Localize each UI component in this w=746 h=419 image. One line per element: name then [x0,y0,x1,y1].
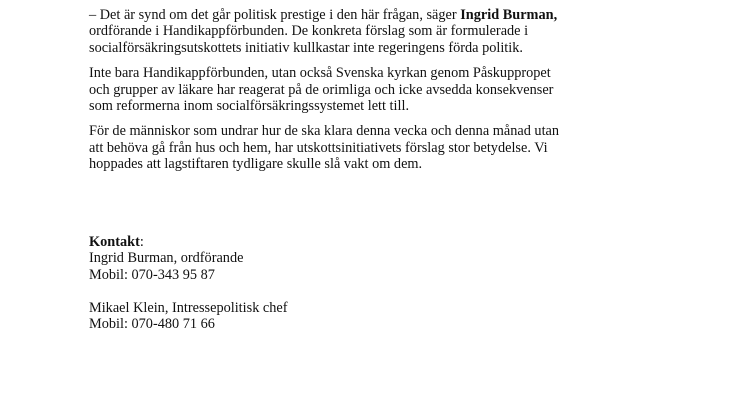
contact-person-2-name: Mikael Klein, Intressepolitisk chef [89,299,288,316]
conclusion-line-1: För de människor som undrar hur de ska klara denna vecka och denna månad utan [89,123,560,140]
contact-heading-label: Kontakt [89,234,140,250]
contact-heading [89,234,288,250]
contact-section [89,234,288,332]
quote-line-3: socialförsäkringsutskottets initiativ kullkastar inte regeringens förda politik. [89,39,523,56]
quote-text: – Det är synd om det går politisk prestige i den här frågan, säger [89,7,461,23]
press-release-body [89,7,689,182]
reactions-line-2: och grupper av läkare har reagerat på de orimliga och icke avsedda konsekvenser [89,81,554,98]
conclusion-paragraph [89,123,689,172]
quote-line-1 [89,7,689,23]
contact-person-1-phone: Mobil: 070-343 95 87 [89,266,215,283]
contact-person-2-phone: Mobil: 070-480 71 66 [89,316,215,333]
reactions-paragraph [89,65,689,114]
quoted-person-name: Ingrid Burman, [460,7,558,23]
contact-person-1-name: Ingrid Burman, ordförande [89,250,244,267]
contact-heading-colon: : [139,234,144,250]
conclusion-line-3: hoppades att lagstiftaren tydligare skulle slå vakt om dem. [89,156,423,173]
reactions-line-3: som reformerna inom socialförsäkringssystemet lett till. [89,98,410,115]
reactions-line-1: Inte bara Handikappförbunden, utan också Svenska kyrkan genom Påskuppropet [89,65,551,82]
quote-paragraph [89,7,689,56]
conclusion-line-2: att behöva gå från hus och hem, har utskottsinitiativets förslag stor betydelse. Vi [89,139,548,156]
quote-line-2: ordförande i Handikappförbunden. De konkreta förslag som är formulerade i [89,23,529,40]
contact-spacer [89,283,288,299]
